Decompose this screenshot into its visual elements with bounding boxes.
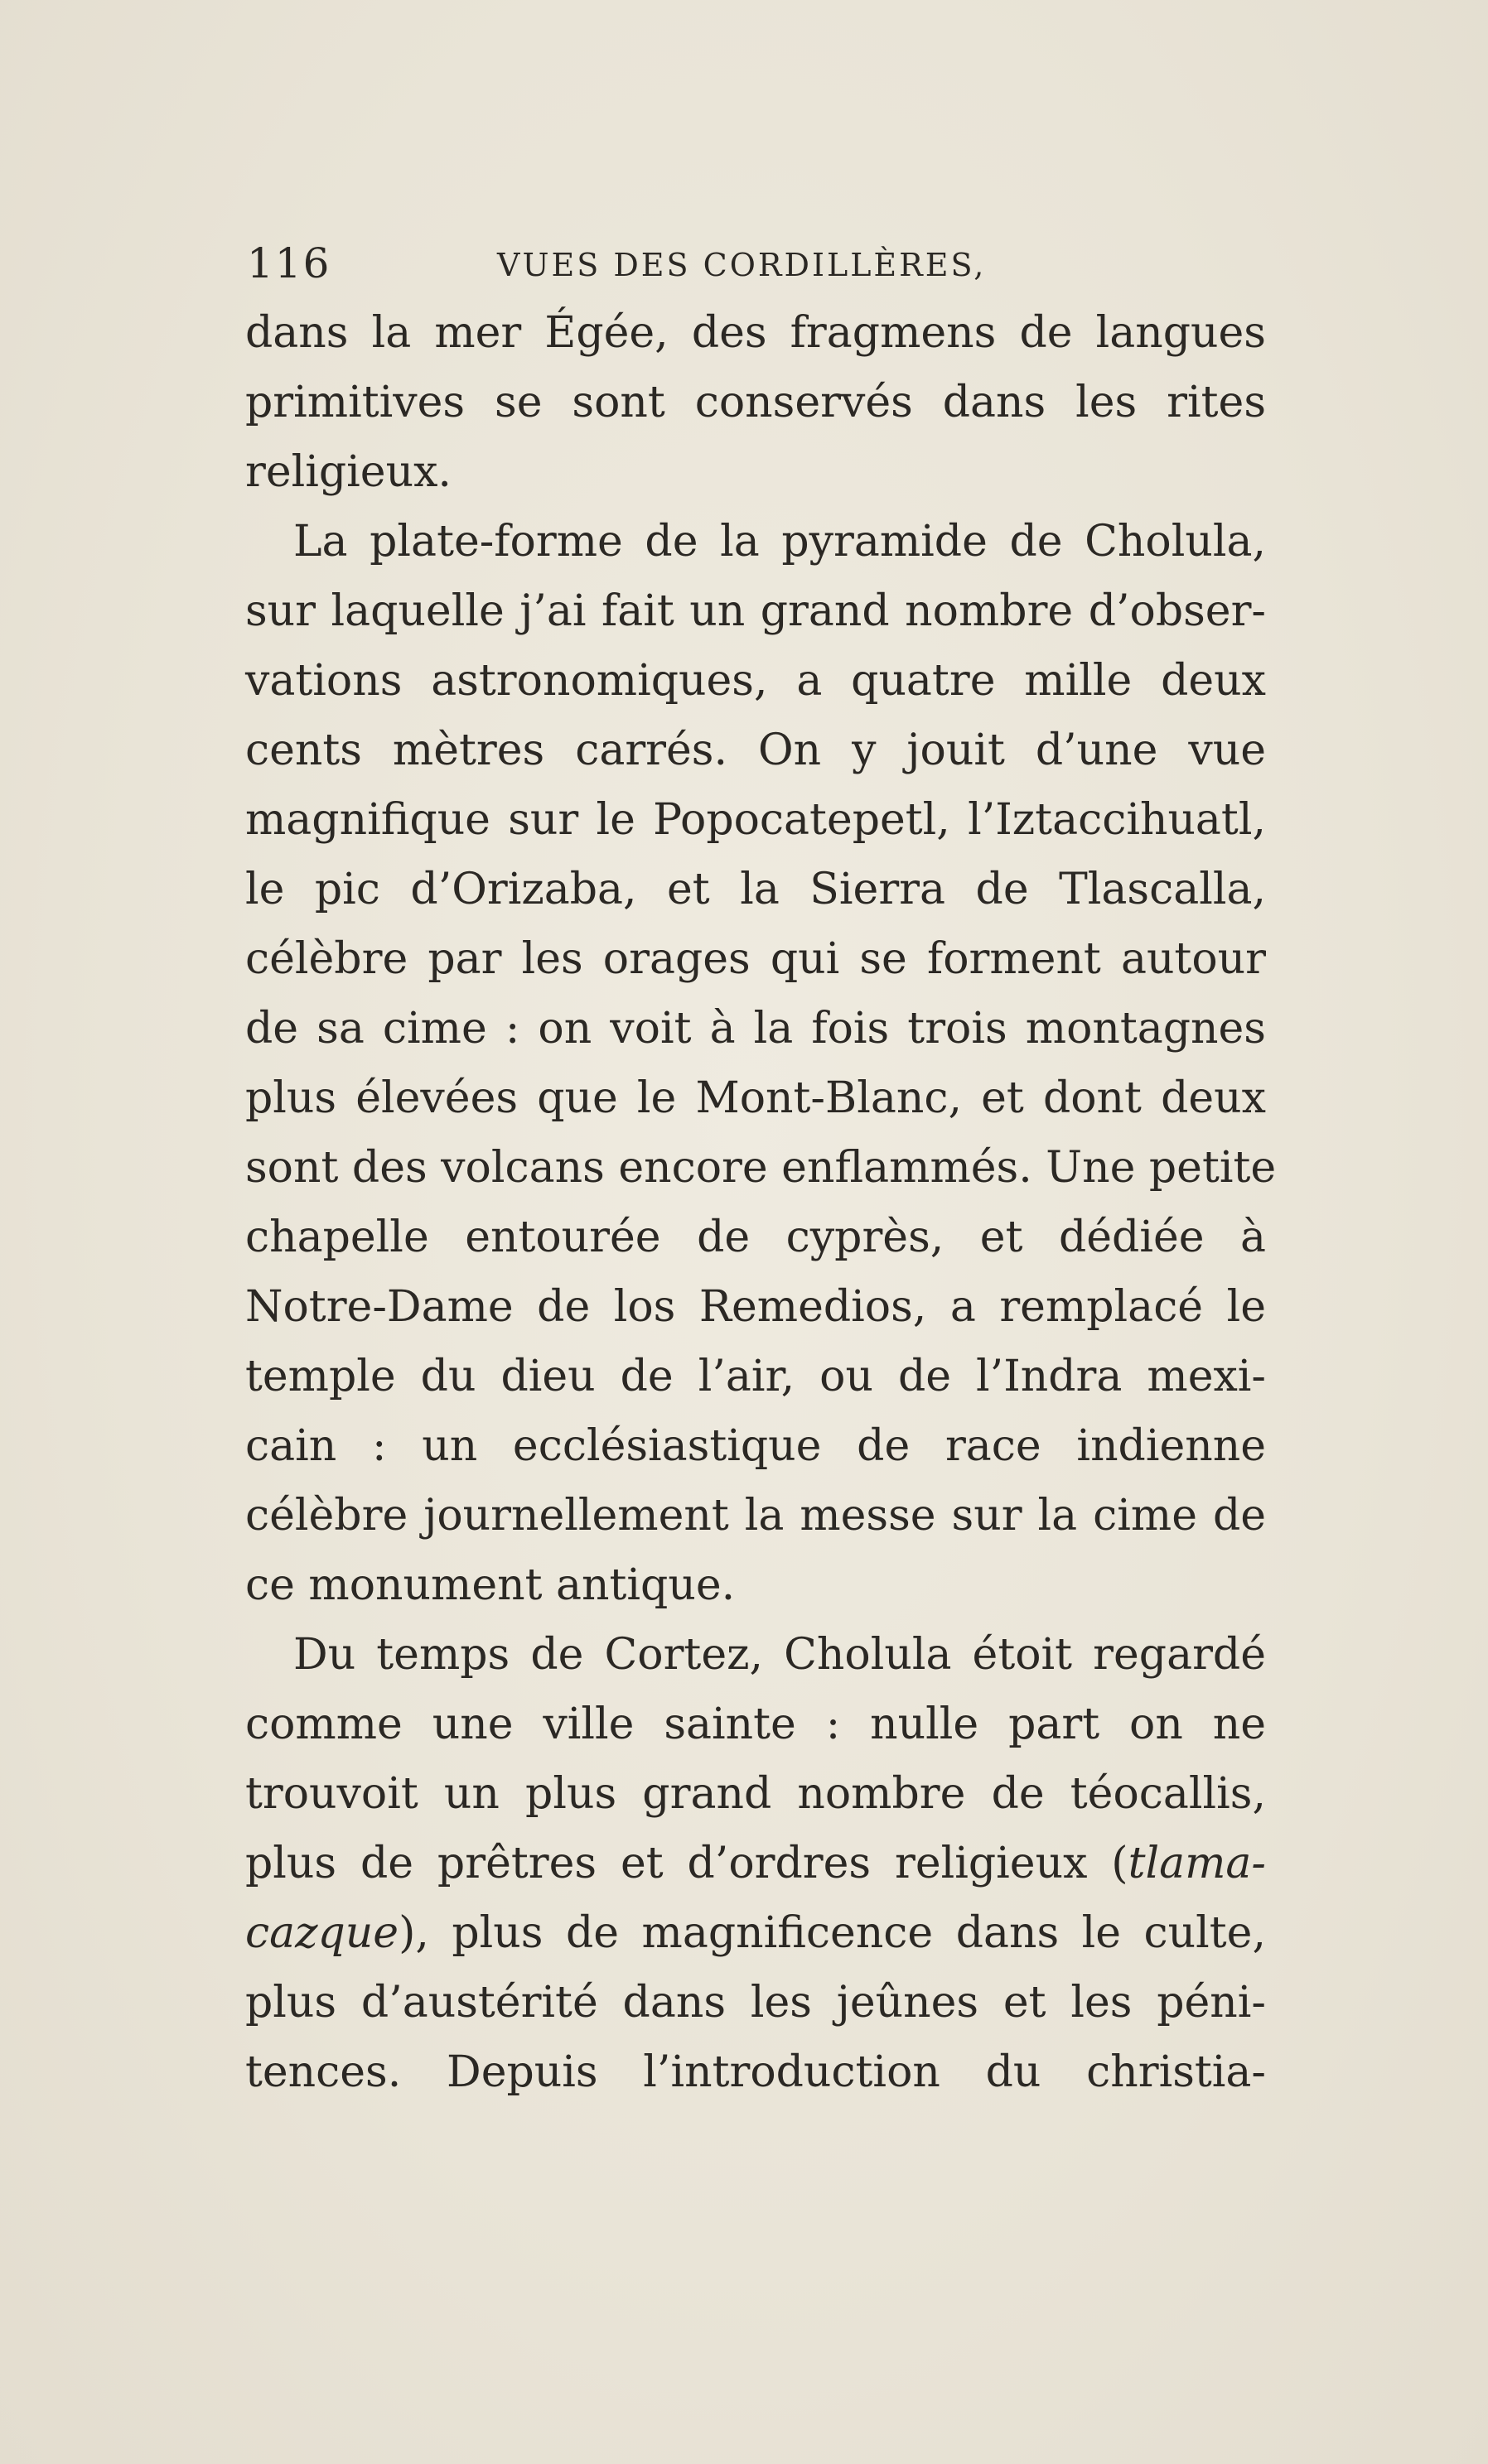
text-segment: plus de prêtres et d’ordres religieux ( (245, 1839, 1128, 1888)
text-line: magnifique sur le Popocatepetl, l’Iztaccihuatl, (245, 795, 1266, 845)
text-line: cents mètres carrés. On y jouit d’une vue (245, 726, 1266, 775)
text-line: célèbre journellement la messe sur la cime de (245, 1491, 1266, 1541)
running-title: VUES DES CORDILLÈRES, (497, 247, 987, 283)
text-line: sur laquelle j’ai fait un grand nombre d’obser- (245, 586, 1266, 636)
text-line (245, 1898, 1266, 1968)
text-line: tences. Depuis l’introduction du christia- (245, 2047, 1266, 2097)
running-head (247, 239, 1266, 288)
italic-word: cazque (245, 1908, 399, 1958)
text-line: religieux. (245, 447, 452, 497)
italic-word: tlama- (1128, 1839, 1266, 1888)
text-line: cain : un ecclésiastique de race indienne (245, 1421, 1266, 1471)
text-line: La plate-forme de la pyramide de Cholula, (293, 517, 1266, 567)
text-line: trouvoit un plus grand nombre de téocallis, (245, 1769, 1266, 1819)
text-line: de sa cime : on voit à la fois trois montagnes (245, 1004, 1266, 1054)
body-text (245, 298, 1277, 2107)
page-number: 116 (247, 239, 331, 287)
text-line: Notre-Dame de los Remedios, a remplacé le (245, 1282, 1266, 1332)
text-line (245, 1829, 1266, 1898)
text-line: Du temps de Cortez, Cholula étoit regardé (293, 1630, 1266, 1680)
text-line: dans la mer Égée, des fragmens de langues (245, 308, 1266, 358)
text-line: sont des volcans encore enflammés. Une petite (245, 1143, 1277, 1193)
text-line: comme une ville sainte : nulle part on ne (245, 1700, 1266, 1749)
text-line: célèbre par les orages qui se forment autour (245, 934, 1266, 984)
text-segment: ), plus de magnificence dans le culte, (399, 1908, 1266, 1958)
text-line: le pic d’Orizaba, et la Sierra de Tlascalla, (245, 865, 1266, 914)
text-line: primitives se sont conservés dans les rites (245, 378, 1266, 427)
text-line: chapelle entourée de cyprès, et dédiée à (245, 1213, 1266, 1262)
text-line: plus élevées que le Mont-Blanc, et dont deux (245, 1073, 1266, 1123)
text-line: temple du dieu de l’air, ou de l’Indra mexi- (245, 1352, 1266, 1401)
text-line: ce monument antique. (245, 1560, 736, 1610)
text-line: vations astronomiques, a quatre mille deux (245, 656, 1266, 706)
text-line: plus d’austérité dans les jeûnes et les péni- (245, 1978, 1266, 2028)
